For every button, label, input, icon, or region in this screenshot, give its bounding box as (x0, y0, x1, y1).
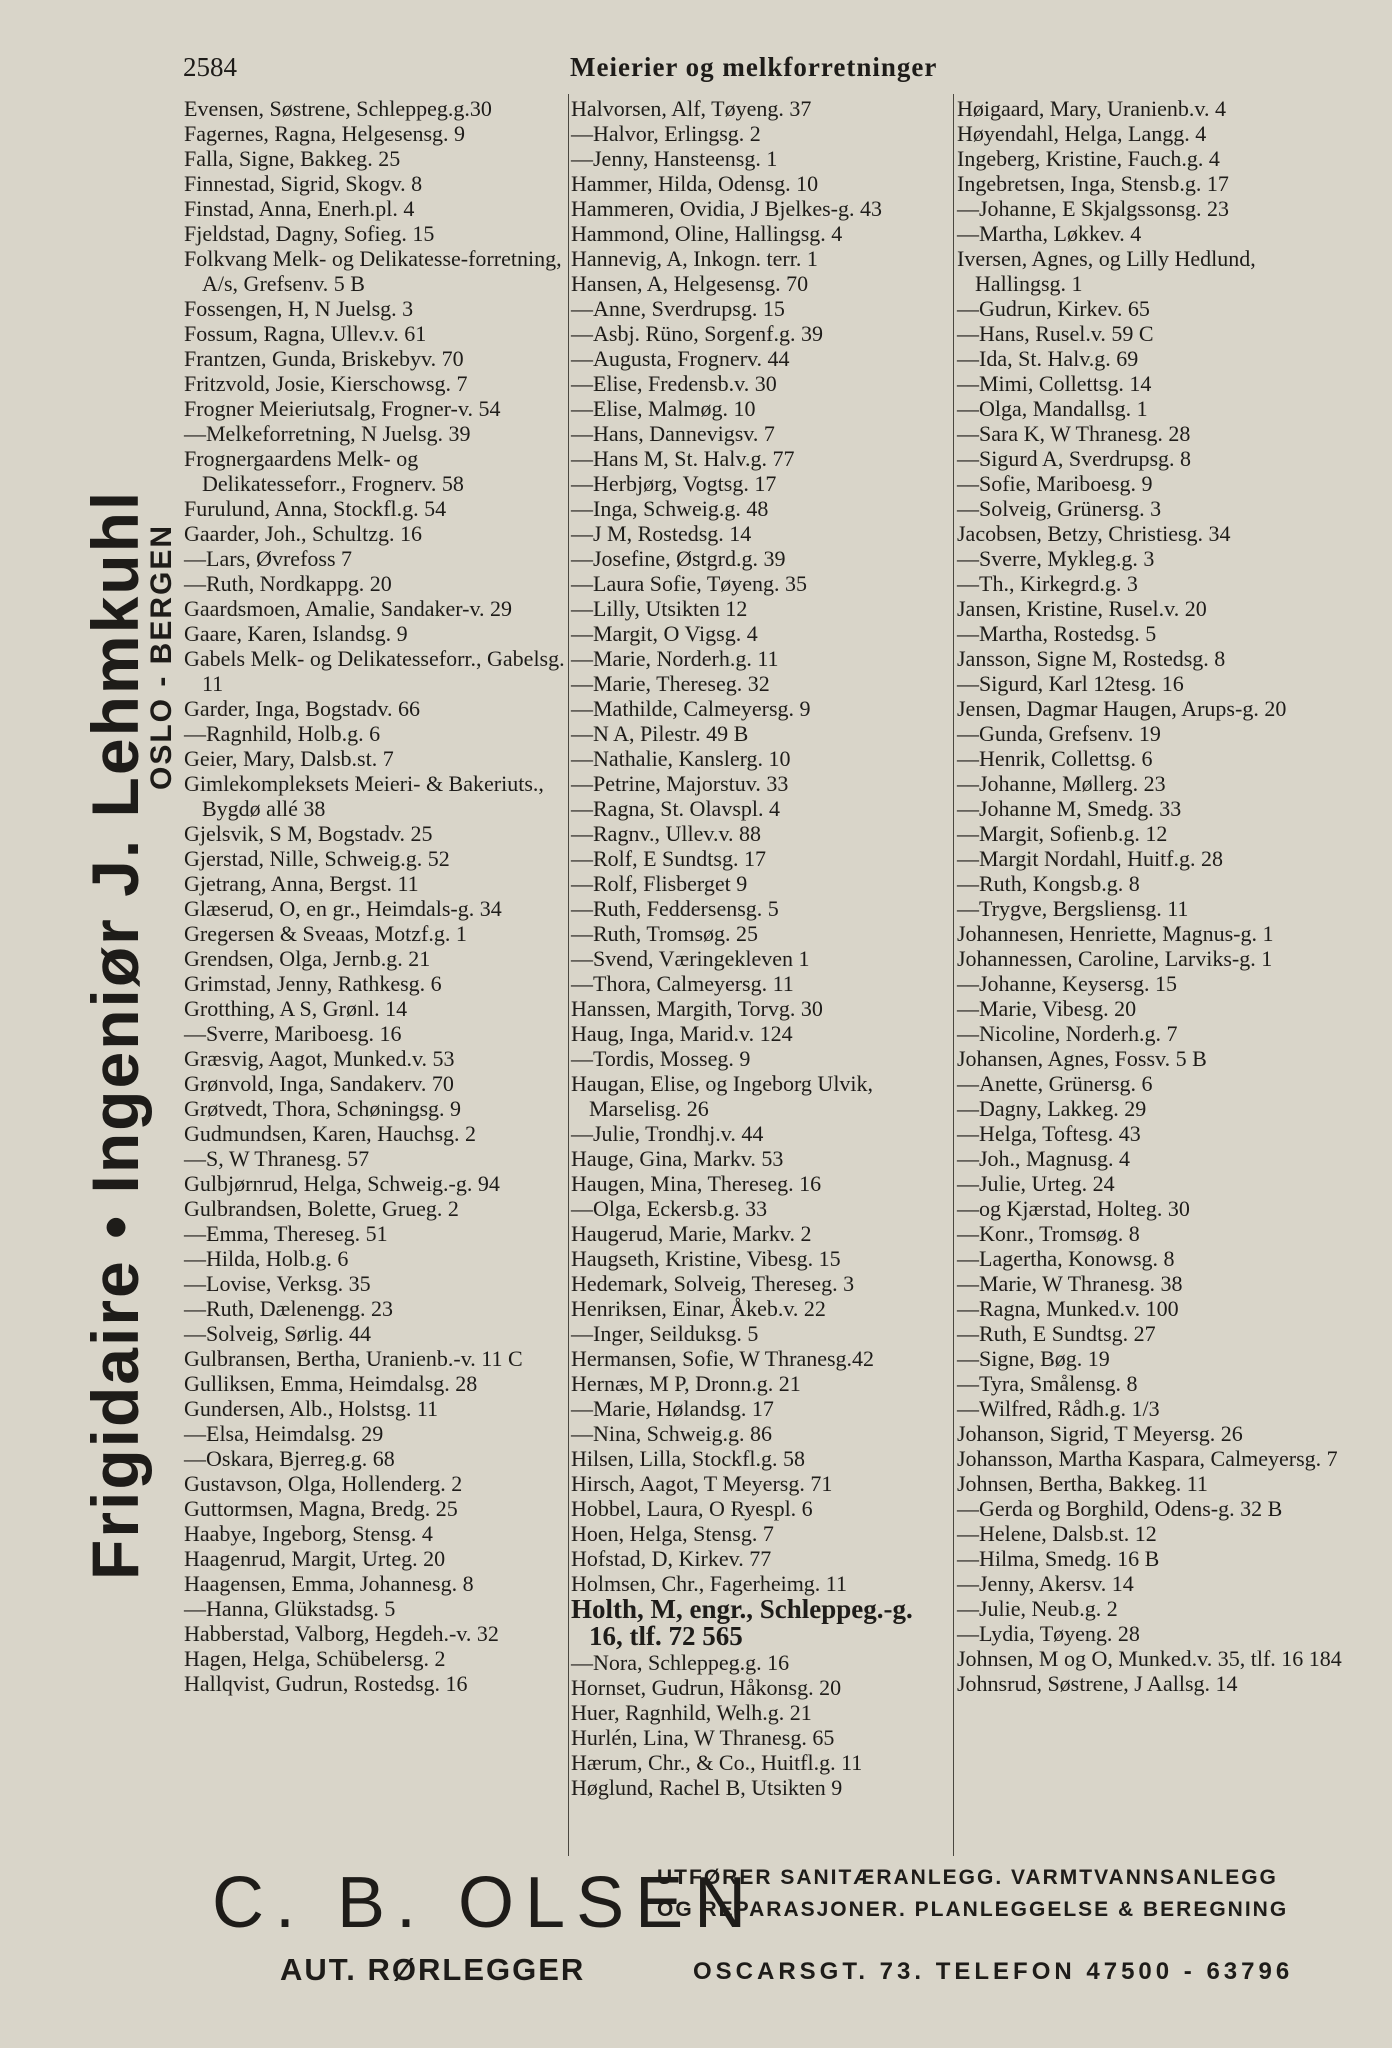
directory-entry: Hansen, A, Helgesensg. 70 (571, 271, 809, 296)
directory-entry: —Sara K, W Thranesg. 28 (957, 421, 1191, 446)
directory-entry: —Martha, Løkkev. 4 (957, 221, 1142, 246)
directory-entry: —Rolf, Flisberget 9 (571, 871, 748, 896)
directory-entry: Fritzvold, Josie, Kierschowsg. 7 (184, 371, 468, 396)
directory-entry: —Elsa, Heimdalsg. 29 (184, 1421, 384, 1446)
directory-entry: Gundersen, Alb., Holstsg. 11 (184, 1396, 439, 1421)
directory-entry: Hofstad, D, Kirkev. 77 (571, 1546, 772, 1571)
directory-column-2 (571, 96, 951, 1856)
directory-entry: —Lilly, Utsikten 12 (571, 596, 748, 621)
directory-entry: Johansen, Agnes, Fossv. 5 B (957, 1046, 1207, 1071)
directory-entry: —Solveig, Grünersg. 3 (957, 496, 1162, 521)
directory-entry: Gaarder, Joh., Schultzg. 16 (184, 521, 423, 546)
directory-entry: —Ruth, Nordkappg. 20 (184, 571, 392, 596)
directory-entry: Grønvold, Inga, Sandakerv. 70 (184, 1071, 454, 1096)
directory-entry: —Laura Sofie, Tøyeng. 35 (571, 571, 808, 596)
directory-entry: —Tyra, Smålensg. 8 (957, 1371, 1138, 1396)
directory-entry: Hilsen, Lilla, Stockfl.g. 58 (571, 1446, 806, 1471)
directory-entry: Gulbransen, Bertha, Uranienb.-v. 11 C (184, 1346, 523, 1371)
directory-entry: —Wilfred, Rådh.g. 1/3 (957, 1396, 1160, 1421)
directory-entry: Falla, Signe, Bakkeg. 25 (184, 146, 401, 171)
directory-entry: —Lars, Øvrefoss 7 (184, 546, 353, 571)
directory-entry: —S, W Thranesg. 57 (184, 1146, 370, 1171)
bottom-advertisement (180, 1860, 1350, 2010)
directory-entry: Hammond, Oline, Hallingsg. 4 (571, 221, 843, 246)
directory-entry: Høigaard, Mary, Uranienb.v. 4 (957, 96, 1227, 121)
directory-entry: —Asbj. Rüno, Sorgenf.g. 39 (571, 321, 823, 346)
directory-entry: Haugan, Elise, og Ingeborg Ulvik, Marselisg. 26 (571, 1071, 874, 1121)
directory-entry: —Johanne M, Smedg. 33 (957, 796, 1182, 821)
directory-entry: Haagensen, Emma, Johannesg. 8 (184, 1571, 474, 1596)
directory-entry: Fjeldstad, Dagny, Sofieg. 15 (184, 221, 435, 246)
directory-entry: Furulund, Anna, Stockfl.g. 54 (184, 496, 447, 521)
directory-entry: Hærum, Chr., & Co., Huitfl.g. 11 (571, 1750, 863, 1775)
directory-entry: Hedemark, Solveig, Thereseg. 3 (571, 1271, 855, 1296)
column-divider (568, 94, 569, 1856)
directory-entry: —Henrik, Collettsg. 6 (957, 746, 1153, 771)
directory-entry: —Svend, Væringekleven 1 (571, 946, 810, 971)
directory-entry: Ingeberg, Kristine, Fauch.g. 4 (957, 146, 1220, 171)
directory-entry: Huer, Ragnhild, Welh.g. 21 (571, 1700, 812, 1725)
directory-entry: —J M, Rostedsg. 14 (571, 521, 752, 546)
directory-entry: Gabels Melk- og Delikatesseforr., Gabelsg. 11 (184, 646, 565, 696)
directory-entry: Hurlén, Lina, W Thranesg. 65 (571, 1725, 835, 1750)
directory-entry: —Jenny, Hansteensg. 1 (571, 146, 778, 171)
directory-entry: Hernæs, M P, Dronn.g. 21 (571, 1371, 801, 1396)
directory-entry: —Julie, Neub.g. 2 (957, 1596, 1118, 1621)
directory-entry: Hagen, Helga, Schübelersg. 2 (184, 1646, 446, 1671)
directory-entry: —Oskara, Bjerreg.g. 68 (184, 1446, 395, 1471)
directory-entry: —Inger, Seilduksg. 5 (571, 1321, 759, 1346)
directory-entry: Frantzen, Gunda, Briskebyv. 70 (184, 346, 464, 371)
directory-entry: —Hans, Rusel.v. 59 C (957, 321, 1154, 346)
directory-entry: Hammeren, Ovidia, J Bjelkes-g. 43 (571, 196, 882, 221)
directory-entry: —Ragna, St. Olavspl. 4 (571, 796, 780, 821)
directory-entry: —Ruth, Kongsb.g. 8 (957, 871, 1140, 896)
directory-entry: —Lydia, Tøyeng. 28 (957, 1621, 1140, 1646)
directory-entry: —Martha, Rostedsg. 5 (957, 621, 1157, 646)
directory-entry: Gaardsmoen, Amalie, Sandaker-v. 29 (184, 596, 513, 621)
directory-entry: —Mimi, Collettsg. 14 (957, 371, 1152, 396)
directory-entry: —Helene, Dalsb.st. 12 (957, 1521, 1157, 1546)
directory-entry: Gulliksen, Emma, Heimdalsg. 28 (184, 1371, 478, 1396)
directory-entry: Geier, Mary, Dalsb.st. 7 (184, 746, 394, 771)
directory-entry: —Ida, St. Halv.g. 69 (957, 346, 1139, 371)
directory-entry: —Lagertha, Konowsg. 8 (957, 1246, 1175, 1271)
directory-entry: Folkvang Melk- og Delikatesse-forretning, A/s, Grefsenv. 5 B (184, 246, 562, 296)
directory-entry: Johnsen, M og O, Munked.v. 35, tlf. 16 184 (957, 1646, 1342, 1671)
directory-entry: —Sverre, Mariboesg. 16 (184, 1021, 402, 1046)
directory-entry: Glæserud, O, en gr., Heimdals-g. 34 (184, 896, 502, 921)
directory-entry: Frognergaardens Melk- og Delikatesseforr., Frognerv. 58 (184, 446, 464, 496)
directory-entry: —Gudrun, Kirkev. 65 (957, 296, 1150, 321)
directory-entry: Haugseth, Kristine, Vibesg. 15 (571, 1246, 841, 1271)
directory-entry: Johnsrud, Søstrene, J Aallsg. 14 (957, 1671, 1238, 1696)
directory-entry: Finstad, Anna, Enerh.pl. 4 (184, 196, 415, 221)
directory-entry: —Josefine, Østgrd.g. 39 (571, 546, 786, 571)
directory-entry: —Th., Kirkegrd.g. 3 (957, 571, 1138, 596)
page-title: Meierier og melkforretninger (570, 52, 938, 82)
directory-entry: —Johanne, E Skjalgssonsg. 23 (957, 196, 1229, 221)
directory-entry: —Joh., Magnusg. 4 (957, 1146, 1130, 1171)
directory-entry: Garder, Inga, Bogstadv. 66 (184, 696, 420, 721)
directory-entry: —Julie, Urteg. 24 (957, 1171, 1115, 1196)
column-divider (953, 94, 954, 1856)
directory-entry: —Hans M, St. Halv.g. 77 (571, 446, 795, 471)
directory-entry: —Sofie, Mariboesg. 9 (957, 471, 1153, 496)
directory-entry: —Konr., Tromsøg. 8 (957, 1221, 1140, 1246)
directory-entry: Johnsen, Bertha, Bakkeg. 11 (957, 1471, 1208, 1496)
directory-entry: —Marie, Norderh.g. 11 (571, 646, 779, 671)
directory-entry: —Mathilde, Calmeyersg. 9 (571, 696, 811, 721)
directory-entry: —Melkeforretning, N Juelsg. 39 (184, 421, 471, 446)
directory-entry: —Anne, Sverdrupsg. 15 (571, 296, 785, 321)
directory-entry: —Inga, Schweig.g. 48 (571, 496, 769, 521)
directory-entry: Jensen, Dagmar Haugen, Arups-g. 20 (957, 696, 1287, 721)
directory-entry: Hammer, Hilda, Odensg. 10 (571, 171, 819, 196)
directory-entry: —Marie, Thereseg. 32 (571, 671, 770, 696)
directory-entry: —Dagny, Lakkeg. 29 (957, 1096, 1147, 1121)
directory-entry: Gulbrandsen, Bolette, Grueg. 2 (184, 1196, 459, 1221)
directory-entry: —Gerda og Borghild, Odens-g. 32 B (957, 1496, 1283, 1521)
side-ad-main-text: Frigidaire • Ingeniør J. Lehmkuhl (78, 489, 152, 1580)
directory-entry: Høyendahl, Helga, Langg. 4 (957, 121, 1207, 146)
directory-entry: Fossum, Ragna, Ullev.v. 61 (184, 321, 427, 346)
advertiser-name: C. B. OLSEN (212, 1863, 758, 1943)
directory-entry: —Gunda, Grefsenv. 19 (957, 721, 1161, 746)
directory-column-3 (957, 96, 1342, 1856)
directory-entry: Haugen, Mina, Thereseg. 16 (571, 1171, 822, 1196)
directory-entry: Jansson, Signe M, Rostedsg. 8 (957, 646, 1226, 671)
advertiser-trade: AUT. RØRLEGGER (280, 1952, 586, 1987)
directory-entry: Hauge, Gina, Markv. 53 (571, 1146, 784, 1171)
directory-entry: —Johanne, Keysersg. 15 (957, 971, 1177, 996)
directory-entry: —Margit Nordahl, Huitf.g. 28 (957, 846, 1224, 871)
directory-entry: —Ruth, E Sundtsg. 27 (957, 1321, 1156, 1346)
directory-entry: —Halvor, Erlingsg. 2 (571, 121, 761, 146)
directory-entry: Gimlekompleksets Meieri- & Bakeriuts., Bygdø allé 38 (184, 771, 544, 821)
directory-entry: Gudmundsen, Karen, Hauchsg. 2 (184, 1121, 477, 1146)
directory-entry: —Sigurd, Karl 12tesg. 16 (957, 671, 1184, 696)
directory-entry: Haabye, Ingeborg, Stensg. 4 (184, 1521, 433, 1546)
directory-entry: —Herbjørg, Vogtsg. 17 (571, 471, 777, 496)
directory-entry: —Helga, Toftesg. 43 (957, 1121, 1141, 1146)
directory-entry: —Hilda, Holb.g. 6 (184, 1246, 349, 1271)
directory-entry: —Lovise, Verksg. 35 (184, 1271, 371, 1296)
directory-entry: Evensen, Søstrene, Schleppeg.g.30 (184, 96, 492, 121)
directory-entry: —Sverre, Mykleg.g. 3 (957, 546, 1155, 571)
directory-entry: —Ruth, Dælenengg. 23 (184, 1296, 393, 1321)
directory-entry: Haugerud, Marie, Markv. 2 (571, 1221, 812, 1246)
directory-entry: Haug, Inga, Marid.v. 124 (571, 1021, 793, 1046)
directory-entry: —Signe, Bøg. 19 (957, 1346, 1110, 1371)
directory-entry: —Johanne, Møllerg. 23 (957, 771, 1166, 796)
directory-entry: —Olga, Mandallsg. 1 (957, 396, 1148, 421)
directory-entry: —Sigurd A, Sverdrupsg. 8 (957, 446, 1192, 471)
directory-entry: —Jenny, Akersv. 14 (957, 1571, 1134, 1596)
directory-entry: Hallqvist, Gudrun, Rostedsg. 16 (184, 1671, 468, 1696)
directory-entry: Gjelsvik, S M, Bogstadv. 25 (184, 821, 433, 846)
directory-entry: Henriksen, Einar, Åkeb.v. 22 (571, 1296, 826, 1321)
directory-entry: Hanssen, Margith, Torvg. 30 (571, 996, 823, 1021)
advertiser-address: OSCARSGT. 73. TELEFON 47500 - 63796 (693, 1958, 1294, 1985)
directory-entry: Iversen, Agnes, og Lilly Hedlund, Hallingsg. 1 (957, 246, 1256, 296)
directory-entry: —Hilma, Smedg. 16 B (957, 1546, 1160, 1571)
directory-entry: Hermansen, Sofie, W Thranesg.42 (571, 1346, 875, 1371)
directory-entry: Johannessen, Caroline, Larviks-g. 1 (957, 946, 1273, 971)
directory-entry: Gustavson, Olga, Hollenderg. 2 (184, 1471, 463, 1496)
directory-entry: —Solveig, Sørlig. 44 (184, 1321, 372, 1346)
directory-entry: —N A, Pilestr. 49 B (571, 721, 749, 746)
directory-entry: —Emma, Thereseg. 51 (184, 1221, 388, 1246)
directory-entry: —Hans, Dannevigsv. 7 (571, 421, 775, 446)
directory-entry: Hoen, Helga, Stensg. 7 (571, 1521, 774, 1546)
directory-entry: —Olga, Eckersb.g. 33 (571, 1196, 768, 1221)
directory-entry: —Thora, Calmeyersg. 11 (571, 971, 794, 996)
directory-entry: —Nina, Schweig.g. 86 (571, 1421, 773, 1446)
directory-entry: Ingebretsen, Inga, Stensb.g. 17 (957, 171, 1229, 196)
directory-entry: Græsvig, Aagot, Munked.v. 53 (184, 1046, 455, 1071)
directory-entry: —Elise, Malmøg. 10 (571, 396, 756, 421)
directory-entry: Johanson, Sigrid, T Meyersg. 26 (957, 1421, 1243, 1446)
directory-entry: Gulbjørnrud, Helga, Schweig.-g. 94 (184, 1171, 500, 1196)
directory-entry: Høglund, Rachel B, Utsikten 9 (571, 1775, 843, 1800)
directory-entry: —Nicoline, Norderh.g. 7 (957, 1021, 1178, 1046)
side-ad-city-text: OSLO - BERGEN (145, 523, 178, 790)
directory-entry: Johansson, Martha Kaspara, Calmeyersg. 7 (957, 1446, 1338, 1471)
directory-entry: Halvorsen, Alf, Tøyeng. 37 (571, 96, 812, 121)
directory-entry: —Marie, Vibesg. 20 (957, 996, 1137, 1021)
directory-entry: —Nathalie, Kanslerg. 10 (571, 746, 791, 771)
directory-entry: Jacobsen, Betzy, Christiesg. 34 (957, 521, 1231, 546)
directory-entry: —Nora, Schleppeg.g. 16 (571, 1650, 790, 1675)
directory-entry: —Julie, Trondhj.v. 44 (571, 1121, 764, 1146)
directory-entry: —Ragnv., Ullev.v. 88 (571, 821, 762, 846)
directory-entry: —Trygve, Bergsliensg. 11 (957, 896, 1189, 921)
directory-entry: —og Kjærstad, Holteg. 30 (957, 1196, 1190, 1221)
directory-entry: Haagenrud, Margit, Urteg. 20 (184, 1546, 446, 1571)
directory-entry: Hirsch, Aagot, T Meyersg. 71 (571, 1471, 833, 1496)
directory-entry: —Petrine, Majorstuv. 33 (571, 771, 789, 796)
directory-entry: Grendsen, Olga, Jernb.g. 21 (184, 946, 431, 971)
directory-entry: Johannesen, Henriette, Magnus-g. 1 (957, 921, 1274, 946)
directory-entry: Fossengen, H, N Juelsg. 3 (184, 296, 414, 321)
directory-entry: —Rolf, E Sundtsg. 17 (571, 846, 766, 871)
directory-entry: —Ruth, Tromsøg. 25 (571, 921, 759, 946)
directory-entry: Hannevig, A, Inkogn. terr. 1 (571, 246, 818, 271)
directory-entry: —Margit, O Vigsg. 4 (571, 621, 758, 646)
directory-entry: —Augusta, Frognerv. 44 (571, 346, 790, 371)
directory-entry: Gaare, Karen, Islandsg. 9 (184, 621, 408, 646)
directory-entry: Guttormsen, Magna, Bredg. 25 (184, 1496, 458, 1521)
page-number: 2584 (183, 52, 237, 82)
directory-entry: Holmsen, Chr., Fagerheimg. 11 (571, 1571, 847, 1596)
directory-entry: —Marie, W Thranesg. 38 (957, 1271, 1183, 1296)
directory-entry: Hobbel, Laura, O Ryespl. 6 (571, 1496, 813, 1521)
directory-entry: Jansen, Kristine, Rusel.v. 20 (957, 596, 1207, 621)
directory-entry: Grimstad, Jenny, Rathkesg. 6 (184, 971, 442, 996)
directory-entry: Habberstad, Valborg, Hegdeh.-v. 32 (184, 1621, 499, 1646)
directory-entry: Holth, M, engr., Schleppeg.-g. 16, tlf. 72 565 (571, 1594, 913, 1651)
advertiser-services-line-1: UTFØRER SANITÆRANLEGG. VARMTVANNSANLEGG (657, 1866, 1278, 1889)
directory-entry: Grotthing, A S, Grønl. 14 (184, 996, 408, 1021)
directory-entry: Gjerstad, Nille, Schweig.g. 52 (184, 846, 450, 871)
directory-entry: —Ragnhild, Holb.g. 6 (184, 721, 381, 746)
directory-entry: Frogner Meieriutsalg, Frogner-v. 54 (184, 396, 501, 421)
directory-entry: —Ruth, Feddersensg. 5 (571, 896, 779, 921)
directory-entry: Gregersen & Sveaas, Motzf.g. 1 (184, 921, 467, 946)
directory-entry: Hornset, Gudrun, Håkonsg. 20 (571, 1675, 842, 1700)
directory-entry: —Elise, Fredensb.v. 30 (571, 371, 777, 396)
directory-entry: Fagernes, Ragna, Helgesensg. 9 (184, 121, 466, 146)
directory-entry: —Hanna, Glükstadsg. 5 (184, 1596, 396, 1621)
directory-entry: —Marie, Hølandsg. 17 (571, 1396, 774, 1421)
directory-entry: Finnestad, Sigrid, Skogv. 8 (184, 171, 423, 196)
directory-entry: Grøtvedt, Thora, Schøningsg. 9 (184, 1096, 462, 1121)
directory-entry: —Margit, Sofienb.g. 12 (957, 821, 1168, 846)
directory-entry: —Tordis, Mosseg. 9 (571, 1046, 751, 1071)
directory-column-1 (184, 96, 567, 1856)
directory-entry: —Ragna, Munked.v. 100 (957, 1296, 1179, 1321)
advertiser-services-line-2: OG REPARASJONER. PLANLEGGELSE & BEREGNING (657, 1898, 1289, 1921)
page-header (0, 52, 1392, 92)
directory-entry: Gjetrang, Anna, Bergst. 11 (184, 871, 419, 896)
directory-entry: —Anette, Grünersg. 6 (957, 1071, 1153, 1096)
